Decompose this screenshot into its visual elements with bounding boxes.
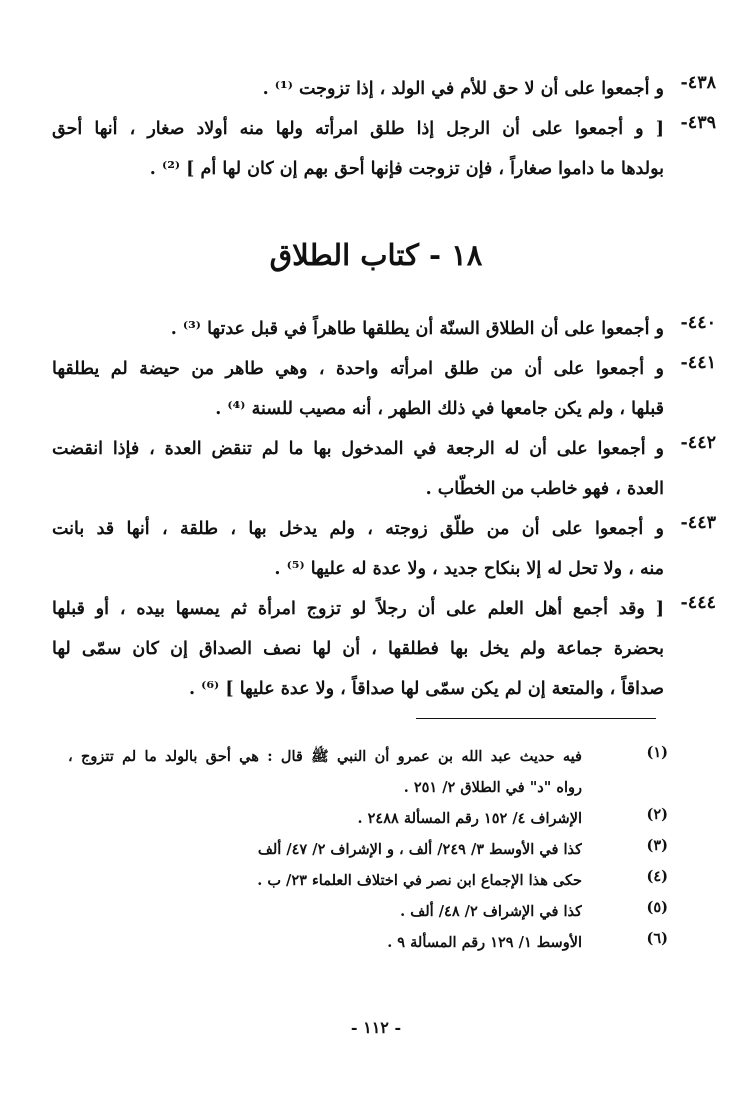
entry-line: منه ، ولا تحل له إلا بنكاح جديد ، ولا عدة له عليها ⁽⁵⁾ .	[274, 559, 664, 579]
entry-number: ٤٤٣-	[680, 513, 716, 533]
footnote-2	[68, 806, 668, 837]
entry-number: ٤٤٢-	[680, 433, 716, 453]
entry-441	[52, 353, 716, 433]
footnote-line: كذا في الأوسط ٣/ ٢٤٩/ ألف ، و الإشراف ٢/ ٤٧/ ألف	[257, 841, 582, 858]
footnote-divider	[416, 718, 656, 719]
entry-line: و أجمعوا على أن له الرجعة في المدخول بها ما لم تنقض العدة ، فإذا انقضت	[52, 439, 664, 459]
entry-line: قبلها ، ولم يكن جامعها في ذلك الطهر ، أنه مصيب للسنة ⁽⁴⁾ .	[215, 399, 664, 419]
entry-line: بولدها ما داموا صغاراً ، فإن تزوجت فإنها أحق بهم إن كان لها أم ] ⁽²⁾ .	[149, 159, 664, 179]
footnote-line: رواه "د" في الطلاق ٢/ ٢٥١ .	[403, 779, 582, 796]
chapter-title: ١٨ - كتاب الطلاق	[269, 238, 483, 272]
entry-line: صداقاً ، والمتعة إن لم يكن سمّى لها صداقاً ، ولا عدة عليها ] ⁽⁶⁾ .	[188, 679, 664, 699]
footnote-6	[68, 930, 668, 961]
entry-438	[52, 73, 716, 113]
entry-number: ٤٣٨-	[680, 73, 716, 93]
footnote-number: (٣)	[646, 837, 668, 854]
entry-line: و أجمعوا على أن لا حق للأم في الولد ، إذا تزوجت ⁽¹⁾ .	[262, 79, 664, 99]
footnote-number: (٦)	[646, 930, 668, 947]
footnote-number: (٥)	[646, 899, 668, 916]
footnote-line: فيه حديث عبد الله بن عمرو أن النبي ﷺ قال : هي أحق بالولد ما لم تتزوج ،	[68, 748, 582, 765]
entry-439	[52, 113, 716, 193]
entry-number: ٤٣٩-	[680, 113, 716, 133]
entry-444	[52, 593, 716, 713]
footnote-number: (٢)	[646, 806, 668, 823]
entry-line: و أجمعوا على أن من طلّق زوجته ، ولم يدخل بها ، طلقة ، أنها قد بانت	[52, 519, 664, 539]
entry-line: العدة ، فهو خاطب من الخطّاب .	[425, 479, 664, 499]
footnote-line: حكى هذا الإجماع ابن نصر في اختلاف العلماء ٢٣/ ب .	[257, 872, 582, 889]
entry-line: و أجمعوا على أن الطلاق السنّة أن يطلقها طاهراً في قبل عدتها ⁽³⁾ .	[170, 319, 664, 339]
entry-443	[52, 513, 716, 593]
entry-line: و أجمعوا على أن من طلق امرأته واحدة ، وهي طاهر من حيضة لم يطلقها	[52, 359, 664, 379]
footnote-3	[68, 837, 668, 868]
footnote-1	[68, 744, 668, 806]
footnote-line: كذا في الإشراف ٢/ ٤٨/ ألف .	[400, 903, 582, 920]
footnotes	[68, 744, 668, 961]
entry-number: ٤٤٤-	[680, 593, 716, 613]
footnote-4	[68, 868, 668, 899]
footnote-number: (١)	[646, 744, 668, 761]
entry-number: ٤٤٠-	[680, 313, 716, 333]
entries-top	[52, 73, 716, 193]
entry-442	[52, 433, 716, 513]
footnote-5	[68, 899, 668, 930]
entry-number: ٤٤١-	[680, 353, 716, 373]
page-number: - ١١٢ -	[350, 1018, 402, 1037]
footnote-number: (٤)	[646, 868, 668, 885]
entry-line: [ و أجمعوا على أن الرجل إذا طلق امرأته ولها منه أولاد صغار ، أنها أحق	[52, 119, 664, 139]
entry-line: بحضرة جماعة ولم يخل بها فطلقها ، أن لها نصف الصداق إن كان سمّى لها	[52, 639, 664, 659]
footnote-line: الأوسط ١/ ١٢٩ رقم المسألة ٩ .	[387, 934, 582, 951]
entries-bottom	[52, 313, 716, 713]
entry-line: [ وقد أجمع أهل العلم على أن رجلاً لو تزوج امرأة ثم يمسها بيده ، أو قبلها	[52, 599, 664, 619]
footnote-line: الإشراف ٤/ ١٥٢ رقم المسألة ٢٤٨٨ .	[357, 810, 582, 827]
entry-440	[52, 313, 716, 353]
